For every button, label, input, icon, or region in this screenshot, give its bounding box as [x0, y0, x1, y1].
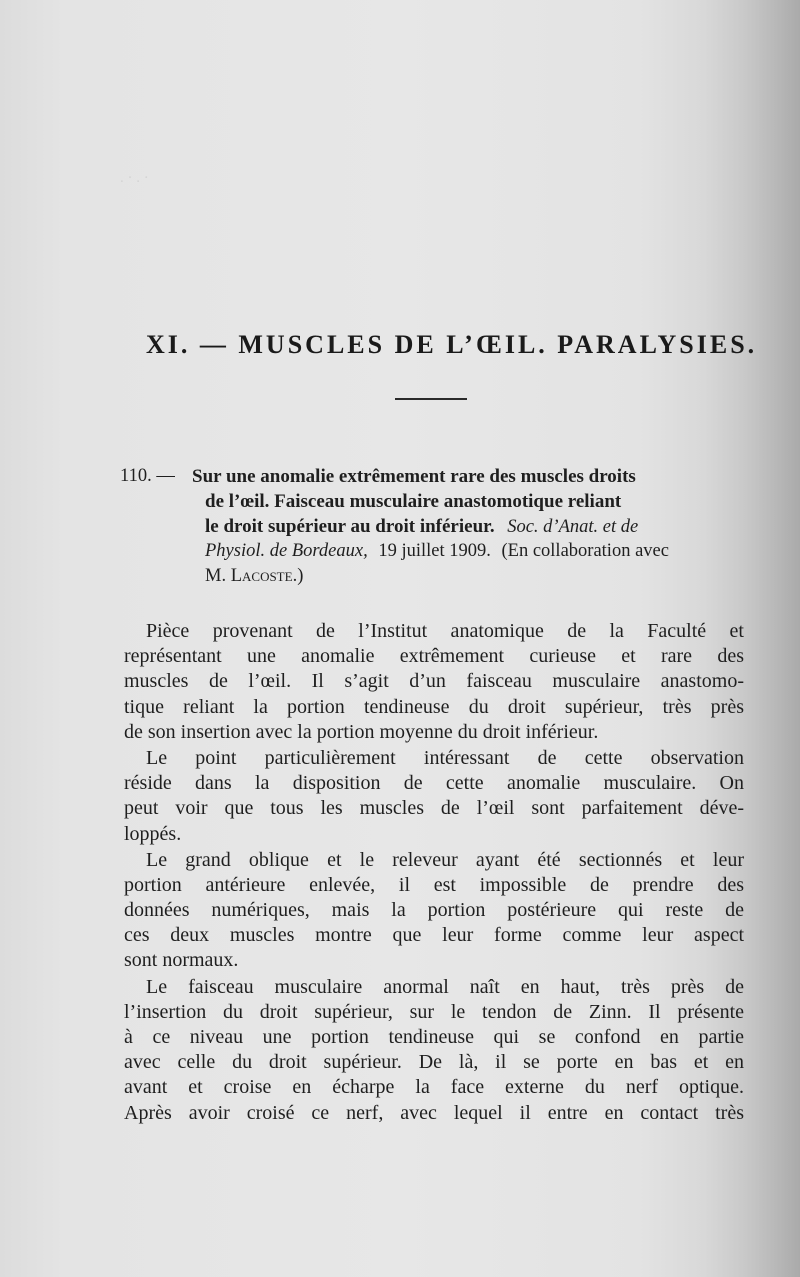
entry-line-2	[120, 489, 760, 514]
paragraph-2-line-4: loppés.	[124, 822, 182, 845]
paragraph-1	[124, 619, 744, 745]
paragraph-1-line-5: de son insertion avec la portion moyenne du droit inférieur.	[124, 720, 599, 743]
paragraph-4-line-6: Après avoir croisé ce nerf, avec lequel il entre en contact très	[124, 1101, 744, 1124]
entry-date: 19 juillet 1909.	[378, 541, 491, 561]
paragraph-4-line-1: Le faisceau musculaire anormal naît en haut, très près de	[146, 975, 744, 998]
entry-source-part2: Physiol. de Bordeaux,	[205, 541, 368, 561]
paragraph-1-line-3: muscles de l’œil. Il s’agit d’un faisceau musculaire anastomo-	[124, 670, 744, 693]
entry-collab-name: Lacoste	[230, 566, 293, 586]
paragraph-3-line-4: ces deux muscles montre que leur forme comme leur aspect	[124, 924, 744, 947]
paragraph-1-line-4: tique reliant la portion tendineuse du droit supérieur, très près	[124, 695, 744, 718]
paragraph-4-line-5: avant et croise en écharpe la face externe du nerf optique.	[124, 1076, 744, 1099]
bleed-through-text: . · . ·	[120, 170, 149, 186]
paragraph-2-line-2: réside dans la disposition de cette anomalie musculaire. On	[124, 772, 744, 795]
entry-source-part1: Soc. d’Anat. et de	[507, 517, 639, 537]
section-title: XI. — MUSCLES DE L’ŒIL. PARALYSIES.	[146, 330, 758, 359]
entry-collab-prefix: M.	[205, 566, 227, 586]
entry-collab-part1: (En collaboration avec	[501, 541, 669, 561]
paragraph-3	[124, 848, 744, 974]
paragraph-2	[124, 746, 744, 847]
paragraph-2-line-3: peut voir que tous les muscles de l’œil sont parfaitement déve-	[124, 797, 744, 820]
paragraph-4-line-3: à ce niveau une portion tendineuse qui se confond en partie	[124, 1026, 744, 1048]
entry-line-3	[120, 514, 760, 539]
entry-line-5	[120, 564, 760, 589]
entry-title-line-1: Sur une anomalie extrêmement rare des muscles droits	[192, 466, 636, 487]
paragraph-2-line-1: Le point particulièrement intéressant de cette observation	[146, 746, 744, 769]
paragraph-3-line-2: portion antérieure enlevée, il est impossible de prendre des	[124, 873, 744, 896]
paragraph-4-line-4: avec celle du droit supérieur. De là, il se porte en bas et en	[124, 1051, 744, 1074]
entry-title-line-2: de l’œil. Faisceau musculaire anastomotique reliant	[205, 491, 622, 512]
entry-collab-end: .)	[292, 566, 304, 586]
entry-line-4	[120, 539, 760, 564]
paragraph-1-line-2: représentant une anomalie extrêmement curieuse et rare des	[124, 645, 744, 668]
paragraph-1-line-1: Pièce provenant de l’Institut anatomique de la Faculté et	[146, 620, 744, 642]
entry-line-1	[120, 464, 760, 489]
bibliography-entry	[120, 464, 760, 589]
paragraph-4-line-2: l’insertion du droit supérieur, sur le tendon de Zinn. Il présente	[124, 1000, 744, 1023]
paragraph-3-line-5: sont normaux.	[124, 949, 239, 972]
paragraph-3-line-3: données numériques, mais la portion postérieure qui reste de	[124, 899, 744, 922]
title-divider	[395, 398, 467, 400]
paragraph-4	[124, 975, 744, 1126]
entry-number: 110. —	[120, 466, 175, 486]
body-text	[124, 619, 744, 1127]
paragraph-3-line-1: Le grand oblique et le releveur ayant été sectionnés et leur	[146, 848, 744, 871]
entry-title-line-3: le droit supérieur au droit inférieur.	[205, 516, 495, 537]
